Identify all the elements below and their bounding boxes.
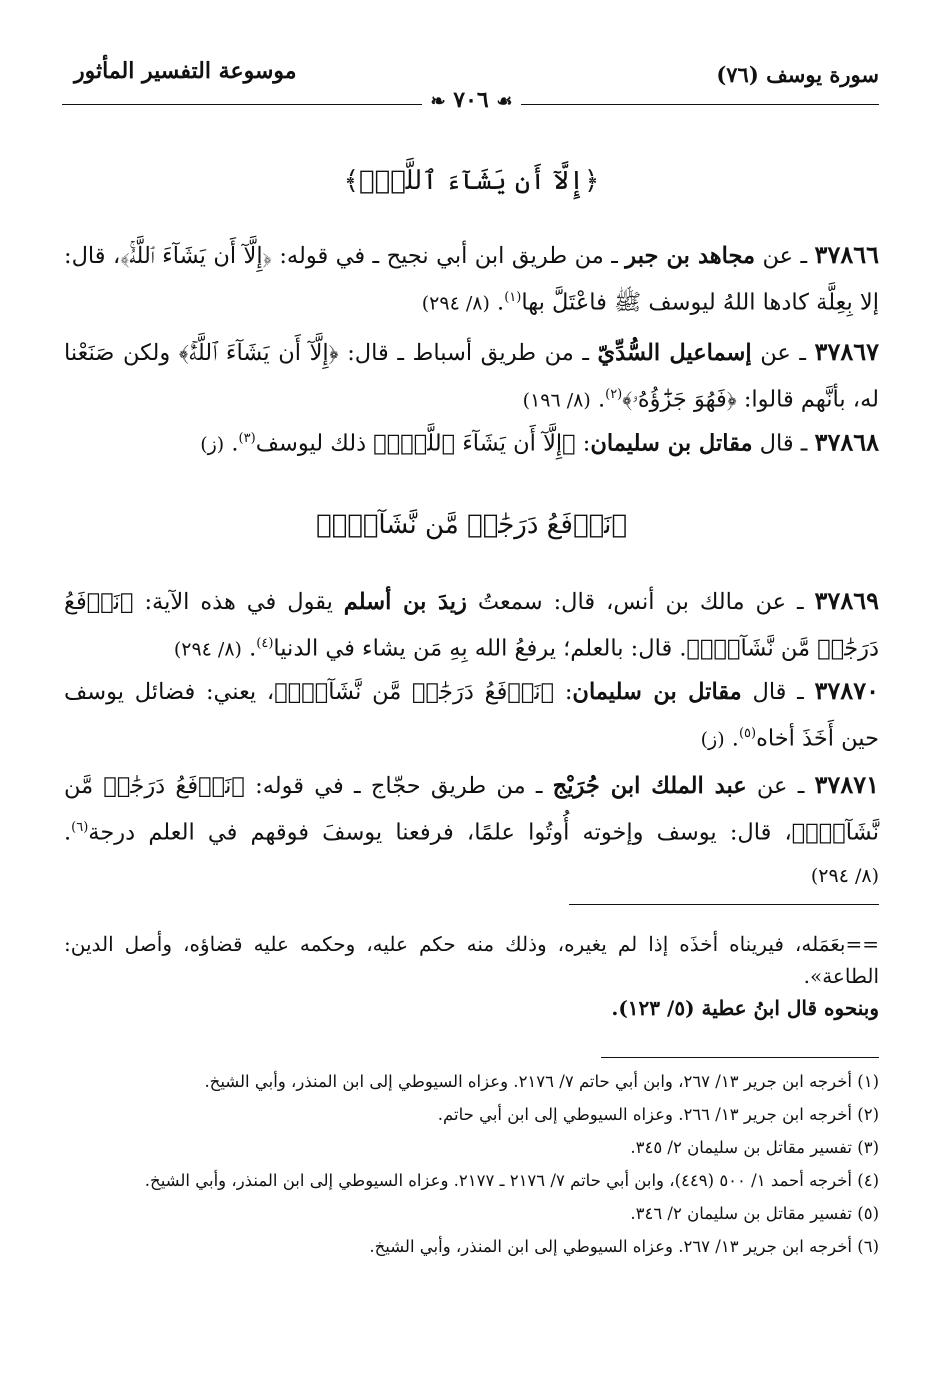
verse-heading: ﴿نَرۡفَعُ دَرَجَٰتٖ مَّن نَّشَآءُۗ﴾ xyxy=(316,510,627,540)
ornament-icon: ☙ xyxy=(496,91,513,112)
source-ref: (ز) xyxy=(200,433,225,456)
entry-text: ـ عن مالك بن أنس، قال: سمعتُ xyxy=(466,589,815,615)
entry-text: ـ عن xyxy=(755,243,815,269)
entry-text: ـ عن xyxy=(746,773,815,799)
footnotes xyxy=(64,1068,879,1260)
entry-number: ٣٧٨٦٩ xyxy=(814,586,879,615)
footnote: (٢) أخرجه ابن جرير ١٣/ ٢٦٦. وعزاه السيوطي إلى ابن أبي حاتم. xyxy=(437,1105,879,1124)
quran-quote: ﴿إِلَّآ أَن يَشَآءَ ٱللَّهُۚ﴾ xyxy=(120,243,272,269)
entry-text: . xyxy=(241,635,257,662)
continuation-text: بعَمَله، فيريناه أخذَه إذا لم يغيره، وذلك منه حكم عليه، وحكمه عليه قضاؤه، وأصل الدين: الطاعة». xyxy=(64,932,879,988)
entry-number: ٣٧٨٧١ xyxy=(814,770,879,799)
footnote: (٣) تفسير مقاتل بن سليمان ٢/ ٣٤٥. xyxy=(630,1138,879,1157)
verse-heading: ﴿إِلَّآ أَن يَشَآءَ ٱللَّهُۚ﴾ xyxy=(343,166,600,196)
entry-37871 xyxy=(64,764,879,897)
entry-37867 xyxy=(64,331,879,422)
footnote-ref: (١) xyxy=(504,290,522,305)
entry-text: ـ عن xyxy=(751,340,815,366)
footnote-separator xyxy=(601,1057,879,1058)
continuation-marker: == xyxy=(845,932,879,956)
quran-quote: ﴿فَهُوَ جَزَٰٓؤُهُۥ﴾ xyxy=(622,386,737,413)
entry-text: ، قال: يوسف وإخوته أُوتُوا علمًا، فرفعنا يوسفَ فوقهم في العلم درجة xyxy=(88,819,792,846)
entry-text: . قال: بالعلم؛ يرفعُ الله بِهِ مَن يشاء في الدنيا xyxy=(273,635,687,662)
page-number-box xyxy=(0,87,943,113)
entry-text: : xyxy=(575,430,591,457)
entry-text: يقول في هذه الآية: xyxy=(133,589,344,615)
footnote: (١) أخرجه ابن جرير ١٣/ ٢٦٧، وابن أبي حاتم ٧/ ٢١٧٦. وعزاه السيوطي إلى ابن المنذر، وأبي الشيخ. xyxy=(204,1072,879,1091)
source-ref: (٨/ ٢٩٤) xyxy=(421,292,490,315)
source-ref: (ز) xyxy=(700,728,725,751)
quran-quote: ﴿نَرۡفَعُ دَرَجَٰتٖ مَّن نَّشَآءُۗ﴾ xyxy=(274,679,555,705)
entry-text: . xyxy=(590,386,606,413)
entry-text: ـ من طريق ابن أبي نجيح ـ في قوله: xyxy=(271,243,626,269)
book-title: موسوعة التفسير المأثور xyxy=(74,58,297,84)
continuation-bold-line: وبنحوه قال ابنُ عطية (٥/ ١٢٣). xyxy=(611,996,879,1020)
header-surah xyxy=(716,62,879,87)
narrator-name: إسماعيل السُّدِّيّ xyxy=(597,340,752,366)
footnote-ref: (٥) xyxy=(738,726,757,741)
quran-quote: ﴿إِلَّآ أَن يَشَآءَ ٱللَّهُۚ﴾ xyxy=(373,430,576,457)
entry-37866 xyxy=(64,234,879,325)
quran-quote: ﴿نَرۡفَعُ دَرَجَٰتٖ مَّن نَّشَآءُۗ﴾ xyxy=(64,589,879,662)
entry-text: ـ قال xyxy=(752,430,815,457)
entry-text: . xyxy=(489,289,505,316)
continuation-note xyxy=(64,928,879,1024)
footnote: (٦) أخرجه ابن جرير ١٣/ ٢٦٧. وعزاه السيوطي إلى ابن المنذر، وأبي الشيخ. xyxy=(369,1237,879,1256)
footnote-ref: (٢) xyxy=(605,387,623,402)
narrator-name: عبد الملك ابن جُرَيْج xyxy=(552,773,747,799)
entry-text: ـ قال xyxy=(741,679,815,705)
entry-number: ٣٧٨٧٠ xyxy=(814,676,879,705)
narrator-name: مقاتل بن سليمان xyxy=(572,679,742,705)
entry-37869 xyxy=(64,580,879,671)
entry-text: ذلك ليوسف xyxy=(255,430,374,457)
entry-text: ، يعني: فضائل يوسف حين أَخَذَ أخاه xyxy=(64,679,879,752)
entry-text: ، قال: إلا بِعِلَّة كادها اللهُ ليوسف ﷺ فاعْتَلَّ بها xyxy=(64,243,879,316)
entry-text: ـ من طريق أسباط ـ قال: xyxy=(338,340,598,366)
quran-quote: ﴿إِلَّآ أَن يَشَآءَ ٱللَّهُۚ﴾ xyxy=(178,340,339,366)
entry-number: ٣٧٨٦٨ xyxy=(814,427,879,457)
page-number: ٧٠٦ xyxy=(453,87,489,113)
entry-text: . xyxy=(724,725,739,752)
footnote-separator xyxy=(569,904,879,905)
verse-number: (٧٦) xyxy=(716,62,759,87)
quran-quote: ﴿نَرۡفَعُ دَرَجَٰتٖ مَّن نَّشَآءُۗ﴾ xyxy=(64,773,879,846)
narrator-name: زيدَ بن أسلم xyxy=(343,589,467,615)
ornament-icon: ❧ xyxy=(430,91,446,112)
source-ref: (٨/ ١٩٦) xyxy=(522,389,591,412)
entry-number: ٣٧٨٦٦ xyxy=(814,240,879,269)
narrator-name: مجاهد بن جبر xyxy=(625,243,756,269)
surah-name: سورة يوسف xyxy=(766,62,879,87)
entry-text: : xyxy=(554,679,573,705)
entry-37870 xyxy=(64,670,879,761)
footnote-ref: (٤) xyxy=(256,636,274,651)
source-ref: (٨/ ٢٩٤) xyxy=(810,864,879,887)
footnote: (٤) أخرجه أحمد ١/ ٥٠٠ (٤٤٩)، وابن أبي حاتم ٧/ ٢١٧٦ ـ ٢١٧٧. وعزاه السيوطي إلى ابن المنذر، وأبي الشيخ. xyxy=(144,1171,879,1190)
source-ref: (٨/ ٢٩٤) xyxy=(173,638,242,661)
entry-number: ٣٧٨٦٧ xyxy=(814,337,879,366)
entry-37868 xyxy=(64,418,879,466)
footnote-ref: (٣) xyxy=(238,431,256,446)
narrator-name: مقاتل بن سليمان xyxy=(590,430,753,457)
footnote: (٥) تفسير مقاتل بن سليمان ٢/ ٣٤٦. xyxy=(630,1204,879,1223)
entry-text: ولكن صَنَعْنا له، بأنَّهم قالوا: xyxy=(64,340,879,413)
entry-text: ـ من طريق حجّاج ـ في قوله: xyxy=(244,773,553,799)
entry-text: . xyxy=(224,430,239,457)
footnote-ref: (٦) xyxy=(71,820,89,835)
entry-text: . xyxy=(64,819,72,846)
